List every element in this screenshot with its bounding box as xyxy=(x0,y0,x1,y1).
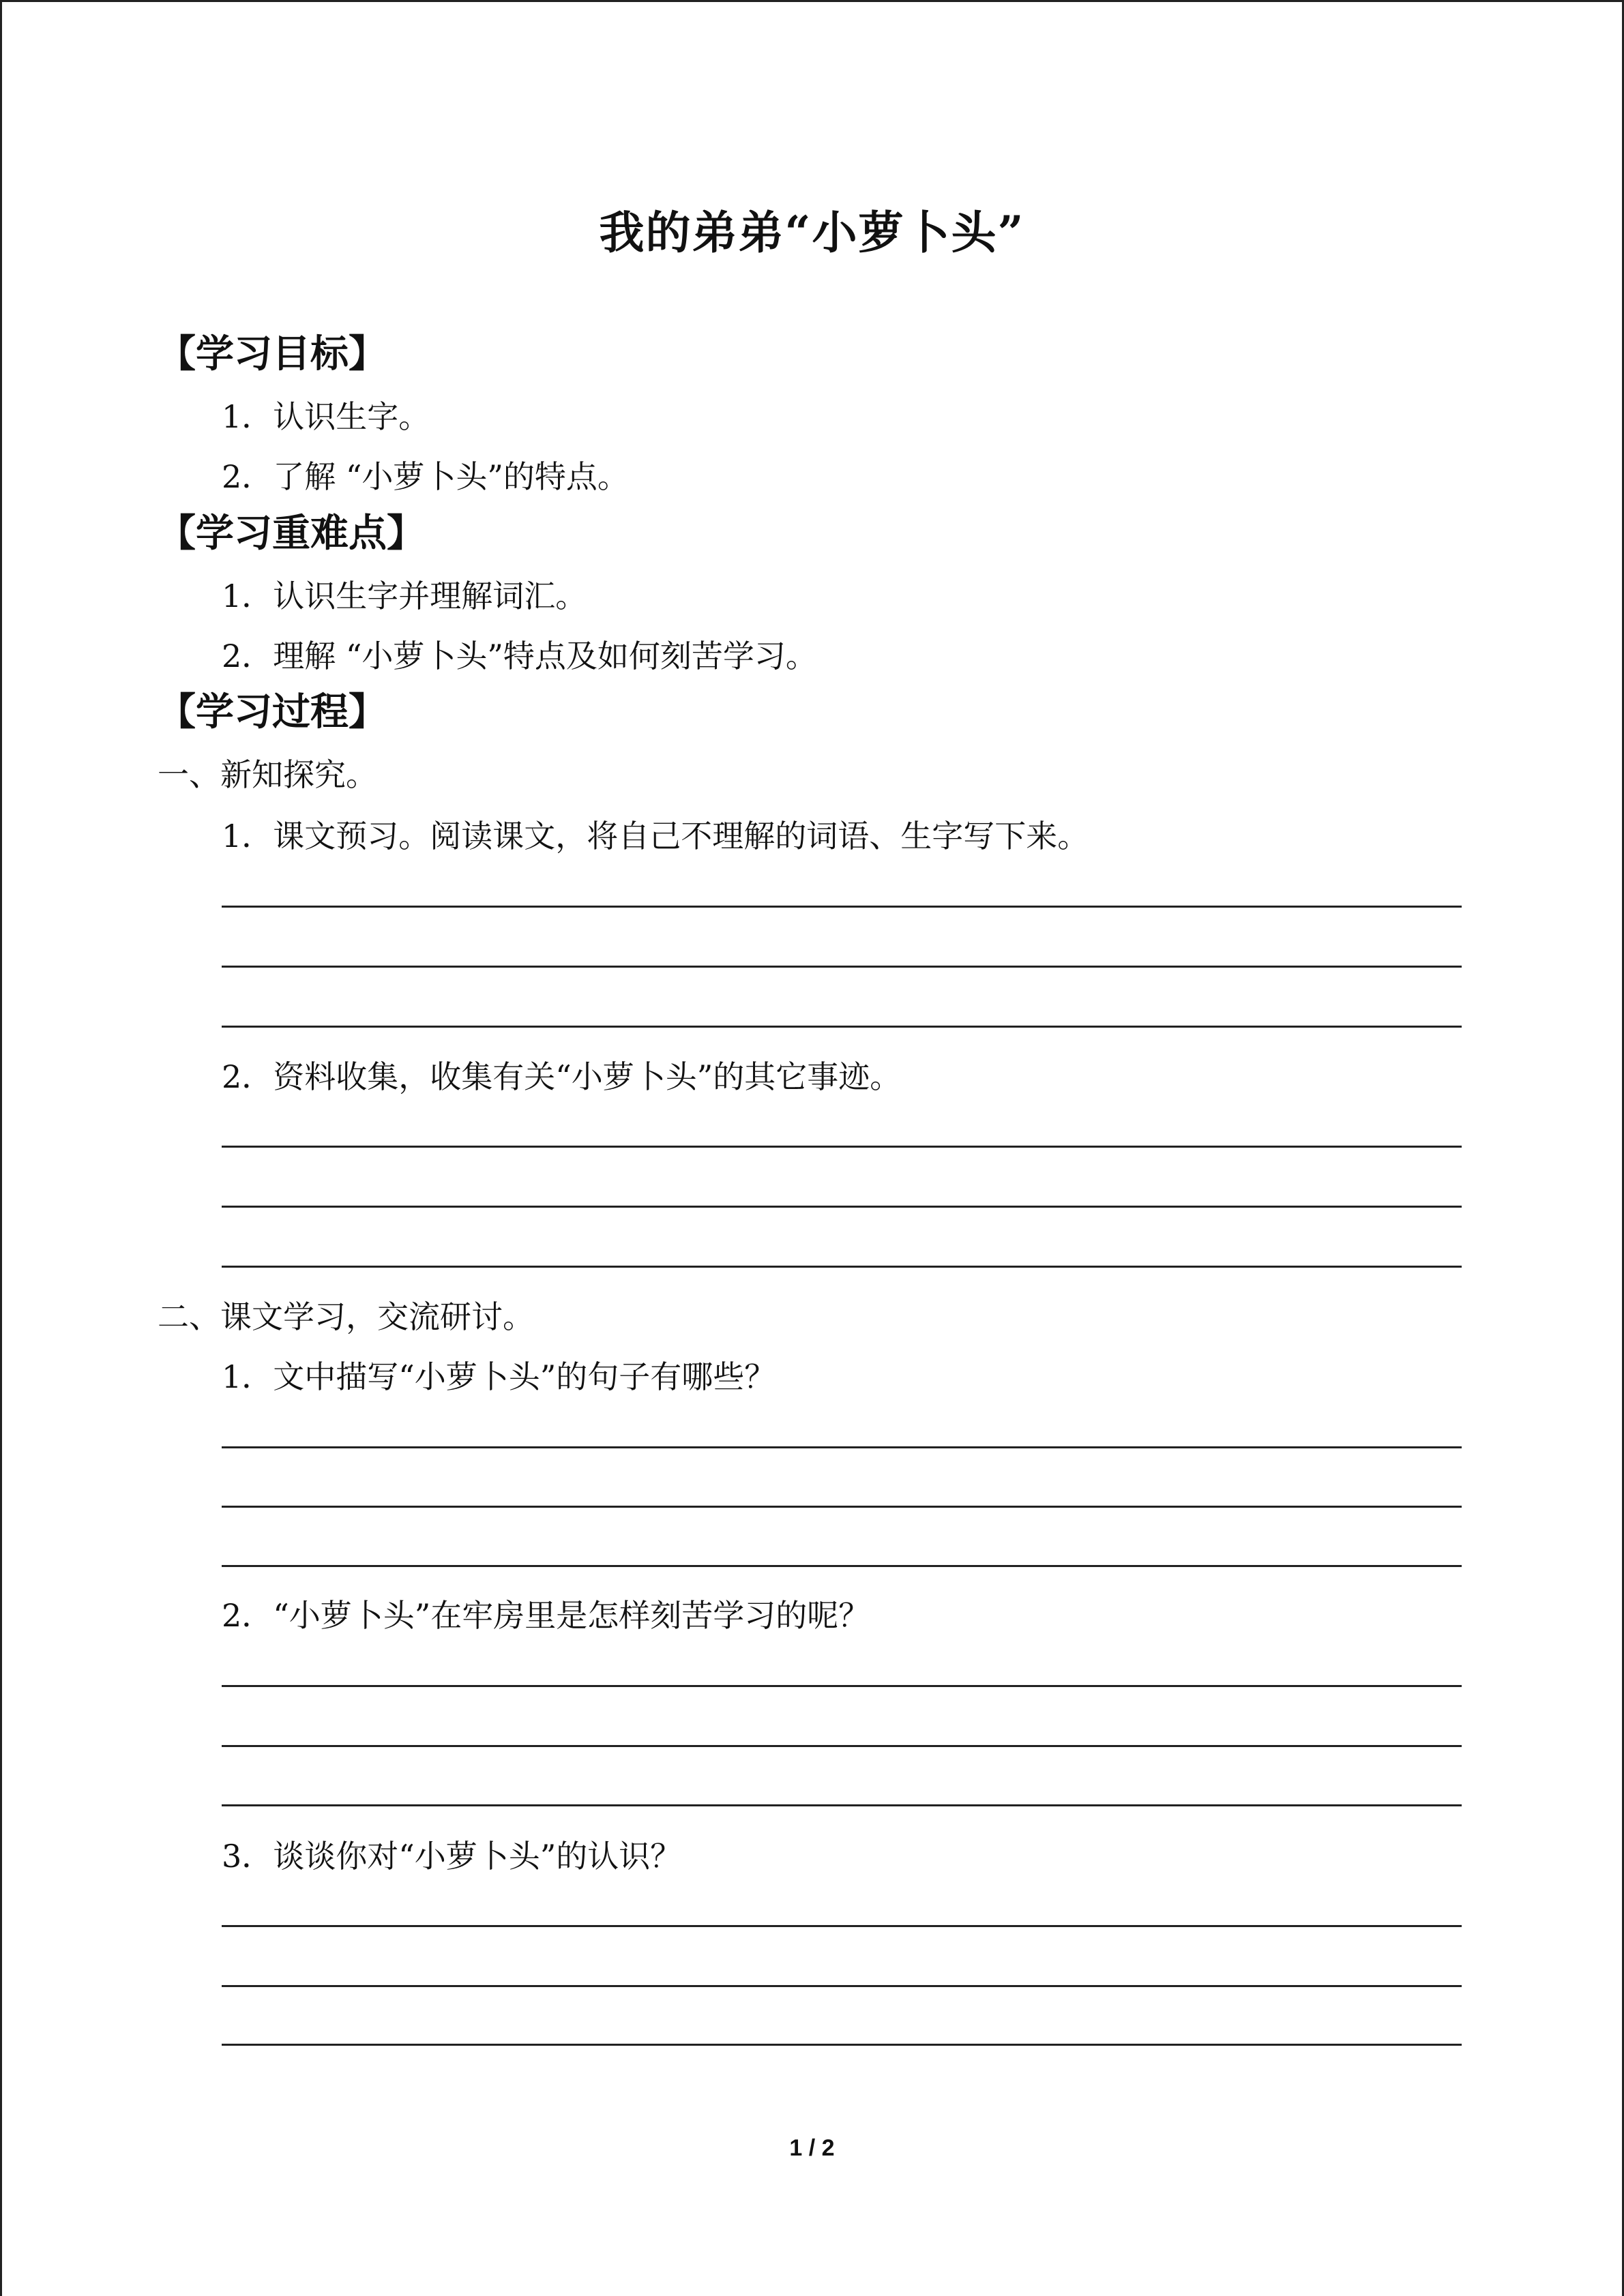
question-2-1: 1．文中描写“小萝卜头”的句子有哪些？ xyxy=(222,1358,776,1395)
answer-line[interactable] xyxy=(222,1026,1462,1028)
answer-line[interactable] xyxy=(222,906,1462,908)
part-heading-1: 一、新知探究。 xyxy=(158,756,377,793)
answer-line[interactable] xyxy=(222,1745,1462,1747)
question-2-2: 2．“小萝卜头”在牢房里是怎样刻苦学习的呢？ xyxy=(222,1597,870,1634)
section-heading-process: 【学习过程】 xyxy=(158,689,387,734)
answer-line[interactable] xyxy=(222,1925,1462,1927)
page-title: 我的弟弟“小萝卜头” xyxy=(599,206,1025,259)
question-2-3: 3．谈谈你对“小萝卜头”的认识？ xyxy=(222,1838,682,1875)
section-heading-key-points: 【学习重难点】 xyxy=(158,511,425,556)
key-point-item-2: 2．理解 “小萝卜头”特点及如何刻苦学习。 xyxy=(222,638,817,674)
question-1-2: 2．资料收集，收集有关“小萝卜头”的其它事迹。 xyxy=(222,1058,902,1095)
answer-line[interactable] xyxy=(222,1565,1462,1567)
goal-item-1: 1．认识生字。 xyxy=(222,398,430,435)
answer-line[interactable] xyxy=(222,1266,1462,1268)
goal-item-2: 2．了解 “小萝卜头”的特点。 xyxy=(222,458,629,495)
question-1-1: 1．课文预习。阅读课文，将自己不理解的词语、生字写下来。 xyxy=(222,818,1089,854)
key-point-item-1: 1．认识生字并理解词汇。 xyxy=(222,578,587,614)
answer-line[interactable] xyxy=(222,1804,1462,1806)
answer-line[interactable] xyxy=(222,1985,1462,1987)
answer-line[interactable] xyxy=(222,1206,1462,1208)
answer-line[interactable] xyxy=(222,1146,1462,1148)
answer-line[interactable] xyxy=(222,1446,1462,1448)
answer-line[interactable] xyxy=(222,966,1462,968)
answer-line[interactable] xyxy=(222,1506,1462,1508)
answer-line[interactable] xyxy=(222,1685,1462,1687)
section-heading-goals: 【学习目标】 xyxy=(158,331,387,376)
page-number: 1 / 2 xyxy=(789,2135,835,2161)
part-heading-2: 二、课文学习，交流研讨。 xyxy=(158,1298,534,1335)
answer-line[interactable] xyxy=(222,2044,1462,2046)
